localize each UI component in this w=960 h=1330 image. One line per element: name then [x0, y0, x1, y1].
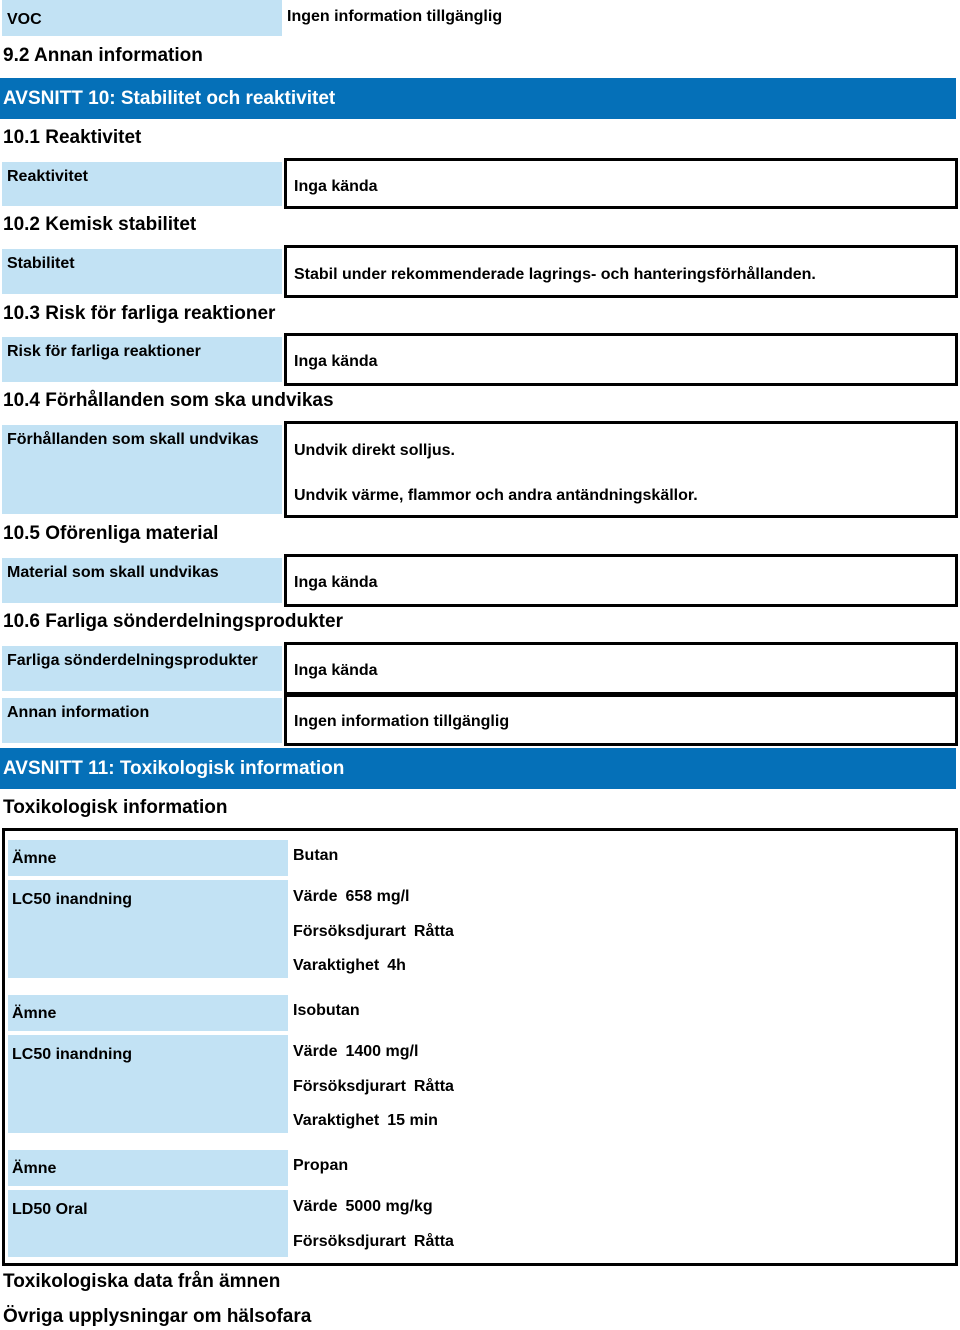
- section-11-banner: AVSNITT 11: Toxikologisk information: [0, 748, 956, 789]
- section-10-banner: AVSNITT 10: Stabilitet och reaktivitet: [0, 78, 956, 119]
- amne-label: Ämne: [8, 840, 288, 876]
- heading-9-2: 9.2 Annan information: [3, 45, 203, 66]
- stabilitet-value: Stabil under rekommenderade lagrings- och hanteringsförhållanden.: [294, 266, 816, 283]
- heading-10-1: 10.1 Reaktivitet: [3, 127, 142, 148]
- reaktivitet-value: Inga kända: [294, 178, 378, 195]
- sonderdelning-label: Farliga sönderdelningsprodukter: [2, 646, 282, 691]
- undvik-value-2: Undvik värme, flammor och andra antändningskällor.: [294, 487, 698, 504]
- reaktivitet-box: [284, 158, 958, 209]
- undvik-value-1: Undvik direkt solljus.: [294, 442, 455, 459]
- material-box: [284, 554, 958, 607]
- risk-label: Risk för farliga reaktioner: [2, 337, 282, 382]
- undvik-label: Förhållanden som skall undvikas: [2, 425, 282, 514]
- annan-info-label: Annan information: [2, 698, 282, 743]
- heading-halsofara: Övriga upplysningar om hälsofara: [3, 1306, 312, 1327]
- substance-name: Butan: [293, 847, 339, 864]
- varde-row: Värde 5000 mg/kg: [293, 1198, 433, 1215]
- heading-toxikologisk: Toxikologisk information: [3, 797, 228, 818]
- annan-info-box: [284, 694, 958, 746]
- amne-label: Ämne: [8, 995, 288, 1031]
- varde-row: Värde 1400 mg/l: [293, 1043, 419, 1060]
- varaktighet-row: Varaktighet 4h: [293, 957, 406, 974]
- heading-10-2: 10.2 Kemisk stabilitet: [3, 214, 197, 235]
- heading-10-3: 10.3 Risk för farliga reaktioner: [3, 303, 276, 324]
- heading-10-5: 10.5 Oförenliga material: [3, 523, 219, 544]
- amne-label: Ämne: [8, 1150, 288, 1186]
- test-label: LC50 inandning: [8, 880, 288, 978]
- risk-value: Inga kända: [294, 353, 378, 370]
- heading-10-4: 10.4 Förhållanden som ska undvikas: [3, 390, 334, 411]
- sonderdelning-box: [284, 642, 958, 695]
- risk-box: [284, 333, 958, 386]
- djurart-row: Försöksdjurart Råtta: [293, 1233, 454, 1250]
- material-value: Inga kända: [294, 574, 378, 591]
- stabilitet-box: [284, 245, 958, 298]
- heading-tox-data: Toxikologiska data från ämnen: [3, 1271, 281, 1292]
- stabilitet-label: Stabilitet: [2, 249, 282, 294]
- test-label: LC50 inandning: [8, 1035, 288, 1133]
- djurart-row: Försöksdjurart Råtta: [293, 1078, 454, 1095]
- annan-info-value: Ingen information tillgänglig: [294, 713, 510, 730]
- heading-10-6: 10.6 Farliga sönderdelningsprodukter: [3, 611, 343, 632]
- sonderdelning-value: Inga kända: [294, 662, 378, 679]
- test-label: LD50 Oral: [8, 1190, 288, 1257]
- voc-label: VOC: [2, 0, 282, 36]
- voc-value: Ingen information tillgänglig: [287, 8, 503, 25]
- djurart-row: Försöksdjurart Råtta: [293, 923, 454, 940]
- reaktivitet-label: Reaktivitet: [2, 162, 282, 206]
- substance-name: Propan: [293, 1157, 349, 1174]
- material-label: Material som skall undvikas: [2, 558, 282, 603]
- varde-row: Värde 658 mg/l: [293, 888, 410, 905]
- varaktighet-row: Varaktighet 15 min: [293, 1112, 438, 1129]
- substance-name: Isobutan: [293, 1002, 360, 1019]
- undvik-box: [284, 421, 958, 518]
